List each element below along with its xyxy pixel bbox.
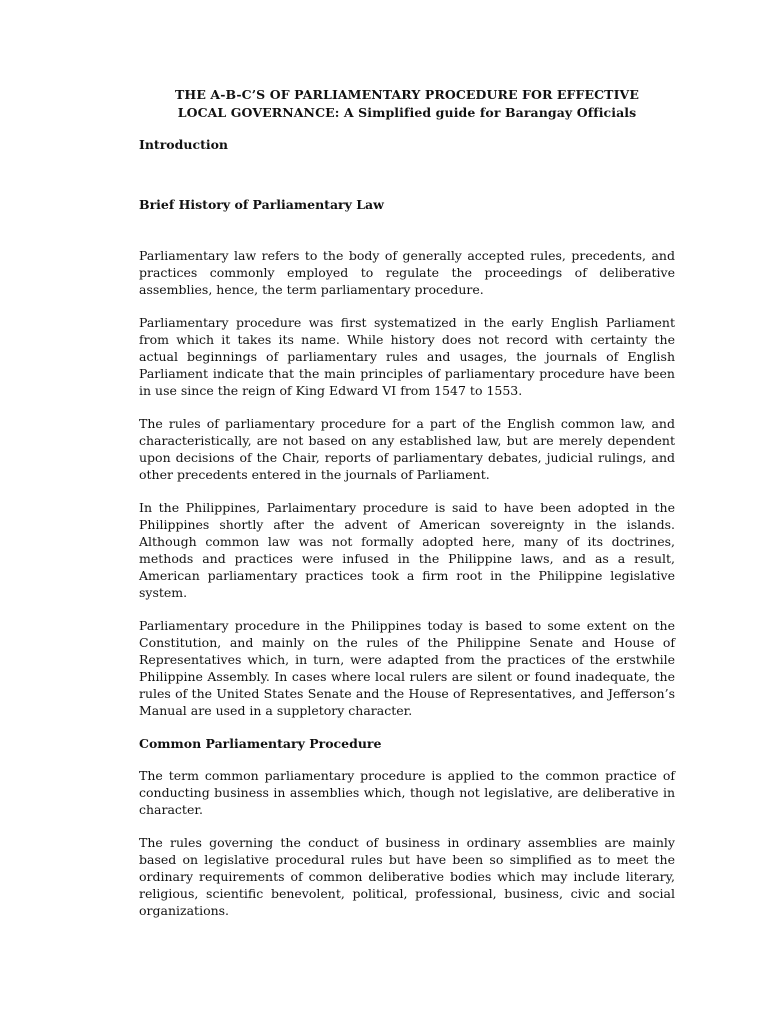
common-paragraph: The rules governing the conduct of business in ordinary assemblies are mainly based on legislative procedural rules but have been so simplified as to meet the ordinary requirements of common deliberative bodies which may include literary, religious, scientific benevolent, political, professional, business, civic and social organizations. [139, 835, 675, 918]
heading-introduction: Introduction [139, 137, 229, 152]
title-line-2: LOCAL GOVERNANCE: A Simplified guide for Barangay Officials [177, 104, 637, 120]
history-paragraph: Parliamentary law refers to the body of generally accepted rules, precedents, and practices commonly employed to regulate the proceedings of deliberative assemblies, hence, the term parliamentary procedure. [139, 248, 675, 297]
title-line-1: THE A-B-C’S OF PARLIAMENTARY PROCEDURE FOR EFFECTIVE [175, 87, 639, 102]
history-paragraph: The rules of parliamentary procedure for a part of the English common law, and characteristically, are not based on any established law, but are merely dependent upon decisions of the Chair, reports of parliamentary debates, judicial rulings, and other precedents entered in the journals of Parliament. [139, 416, 675, 482]
document-page [139, 86, 675, 935]
heading-brief-history: Brief History of Parliamentary Law [139, 197, 384, 212]
history-paragraph: Parliamentary procedure was first systematized in the early English Parliament from which it takes its name. While history does not record with certainty the actual beginnings of parliamentary rules and usages, the journals of English Parliament indicate that the main principles of parliamentary procedure have been in use since the reign of King Edward VI from 1547 to 1553. [139, 315, 675, 398]
heading-common-procedure: Common Parliamentary Procedure [139, 736, 382, 751]
document-title [139, 86, 675, 121]
history-paragraph: Parliamentary procedure in the Philippines today is based to some extent on the Constitution, and mainly on the rules of the Philippine Senate and House of Representatives which, in turn, were adapted from the practices of the erstwhile Philippine Assembly. In cases where local rulers are silent or found inadequate, the rules of the United States Senate and the House of Representatives, and Jefferson’s Manual are used in a suppletory character. [139, 618, 675, 718]
common-paragraph: The term common parliamentary procedure is applied to the common practice of conducting business in assemblies which, though not legislative, are deliberative in character. [139, 768, 675, 817]
history-paragraph: In the Philippines, Parlaimentary procedure is said to have been adopted in the Philippines shortly after the advent of American sovereignty in the islands. Although common law was not formally adopted here, many of its doctrines, methods and practices were infused in the Philippine laws, and as a result, American parliamentary practices took a firm root in the Philippine legislative system. [139, 500, 675, 600]
